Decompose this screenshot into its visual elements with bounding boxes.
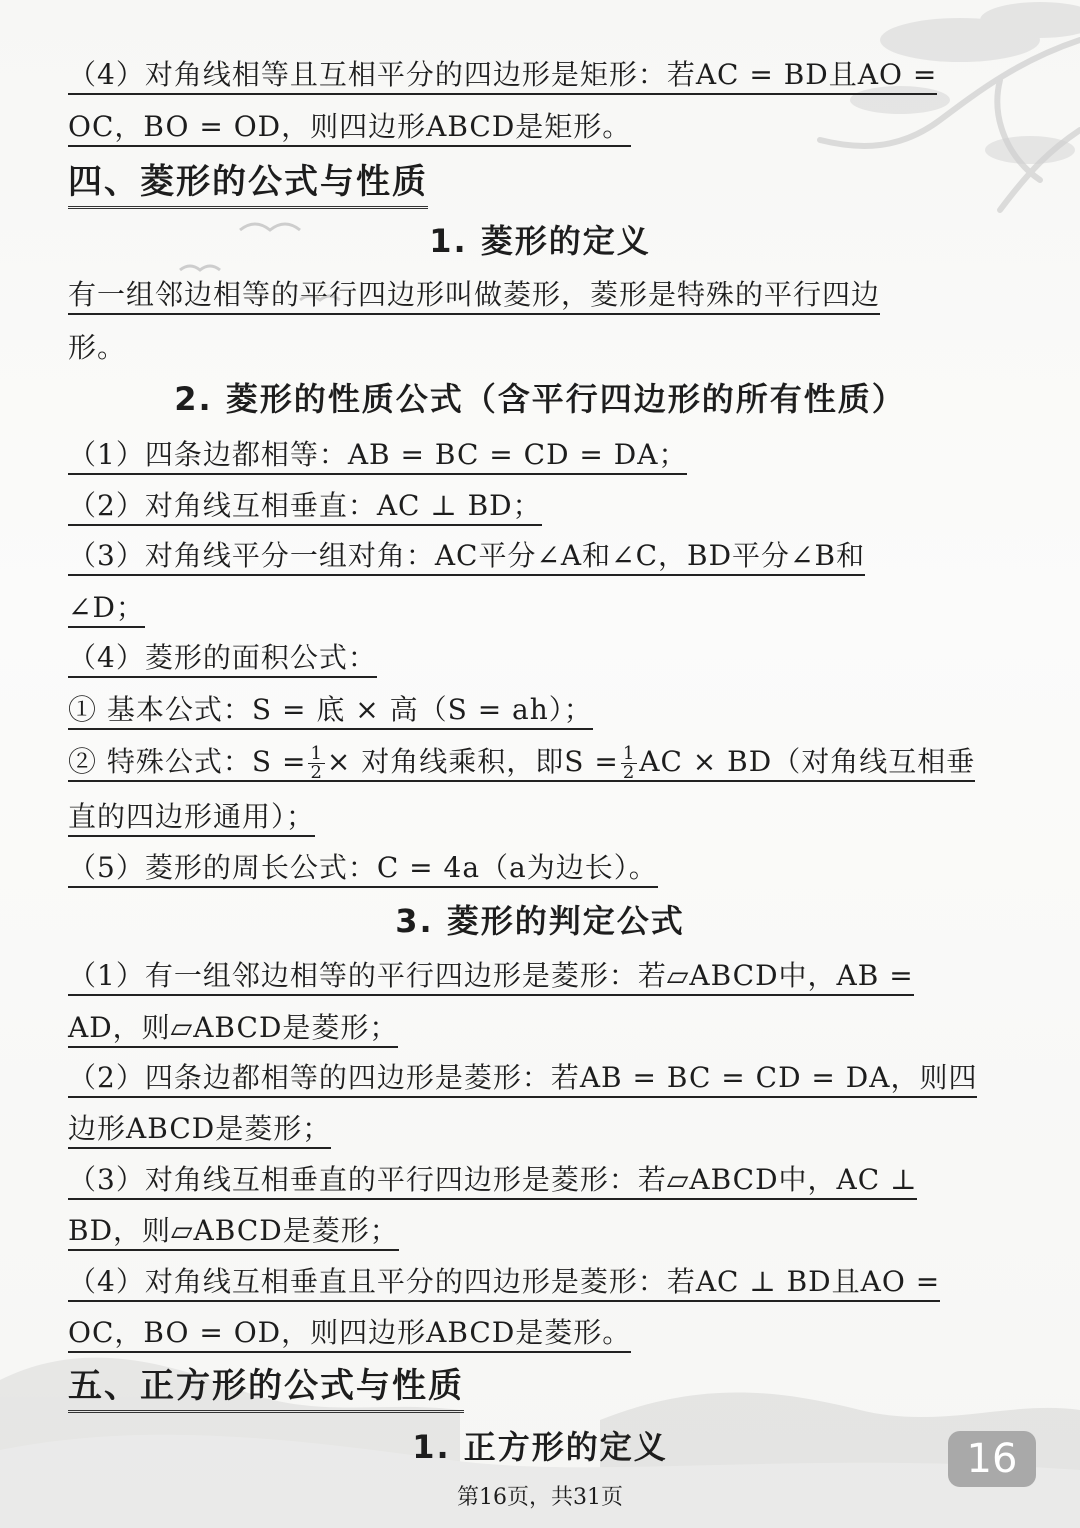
subheading-rhombus-definition: 1. 菱形的定义 xyxy=(429,222,651,260)
text-line xyxy=(68,690,593,730)
text-line xyxy=(68,956,914,996)
section-heading-rhombus: 四、菱形的公式与性质 xyxy=(68,160,428,209)
rect-criterion-4-part1: （4）对角线相等且互相平分的四边形是矩形：若AC = BD且AO = xyxy=(68,58,937,95)
text-line xyxy=(68,1058,977,1098)
criterion-3-part2: BD，则▱ABCD是菱形； xyxy=(68,1214,399,1251)
text-line xyxy=(68,328,126,368)
area-special-suffix: AC × BD（对角线互相垂 xyxy=(639,745,976,778)
rect-criterion-4-part2: OC，BO = OD，则四边形ABCD是矩形。 xyxy=(68,110,631,147)
area-special-prefix: ② 特殊公式：S = xyxy=(68,745,307,778)
property-3-part2: ∠D； xyxy=(68,591,145,628)
text-line xyxy=(68,1262,940,1302)
subheading-square-definition: 1. 正方形的定义 xyxy=(412,1428,668,1466)
area-special-middle: × 对角线乘积，即S = xyxy=(326,745,619,778)
fraction-one-half: $\frac{1}{2}$ xyxy=(622,743,636,783)
page-number-badge: 16 xyxy=(948,1431,1036,1487)
criterion-3-part1: （3）对角线互相垂直的平行四边形是菱形：若▱ABCD中，AC ⊥ xyxy=(68,1163,917,1200)
criterion-1-part2: AD，则▱ABCD是菱形； xyxy=(68,1011,398,1048)
criterion-2-part1: （2）四条边都相等的四边形是菱形：若AB = BC = CD = DA，则四 xyxy=(68,1061,977,1098)
section-heading-square: 五、正方形的公式与性质 xyxy=(68,1364,464,1413)
rhombus-definition-part2: 形。 xyxy=(68,331,127,364)
text-line xyxy=(68,275,880,315)
criterion-1-part1: （1）有一组邻边相等的平行四边形是菱形：若▱ABCD中，AB = xyxy=(68,959,914,996)
text-line xyxy=(68,486,542,526)
text-line xyxy=(68,1211,399,1251)
text-line xyxy=(68,588,145,628)
property-5-perimeter: （5）菱形的周长公式：C = 4a（a为边长）。 xyxy=(68,851,658,888)
text-line xyxy=(68,638,377,678)
rhombus-definition-part1: 有一组邻边相等的平行四边形叫做菱形，菱形是特殊的平行四边 xyxy=(68,278,880,315)
property-3-part1: （3）对角线平分一组对角：AC平分∠A和∠C，BD平分∠B和 xyxy=(68,539,865,576)
text-line xyxy=(68,742,975,782)
property-1: （1）四条边都相等：AB = BC = CD = DA； xyxy=(68,438,687,475)
subheading-rhombus-criteria: 3. 菱形的判定公式 xyxy=(395,902,685,940)
text-line xyxy=(68,797,315,837)
text-line xyxy=(68,848,658,888)
text-line xyxy=(68,1313,631,1353)
text-line xyxy=(68,435,687,475)
text-line xyxy=(68,107,631,147)
area-basic-formula: ① 基本公式：S = 底 × 高（S = ah）； xyxy=(68,693,593,730)
text-line xyxy=(68,1109,331,1149)
criterion-4-part2: OC，BO = OD，则四边形ABCD是菱形。 xyxy=(68,1316,631,1353)
text-line xyxy=(68,1008,398,1048)
area-special-formula xyxy=(68,745,975,782)
property-4-area: （4）菱形的面积公式： xyxy=(68,641,377,678)
area-special-note: 直的四边形通用）； xyxy=(68,800,315,837)
criterion-4-part1: （4）对角线互相垂直且平分的四边形是菱形：若AC ⊥ BD且AO = xyxy=(68,1265,940,1302)
page-footer: 第16页，共31页 xyxy=(457,1485,623,1510)
property-2: （2）对角线互相垂直：AC ⊥ BD； xyxy=(68,489,542,526)
text-line xyxy=(68,1160,917,1200)
criterion-2-part2: 边形ABCD是菱形； xyxy=(68,1112,331,1149)
text-line xyxy=(68,55,937,95)
fraction-one-half: $\frac{1}{2}$ xyxy=(310,743,323,783)
subheading-rhombus-properties: 2. 菱形的性质公式（含平行四边形的所有性质） xyxy=(174,380,906,418)
text-line xyxy=(68,536,865,576)
